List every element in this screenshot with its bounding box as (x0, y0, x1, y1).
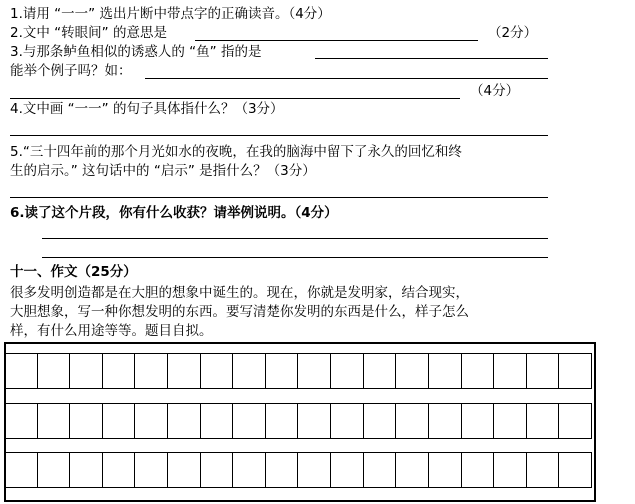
grid-cell[interactable] (69, 452, 102, 488)
grid-cell[interactable] (395, 403, 428, 439)
question-3-part-b: 能举个例子吗？如： (10, 63, 132, 79)
grid-cell[interactable] (558, 452, 592, 488)
question-4: 4.文中画 “一一” 的句子具体指什么？（3分） (10, 101, 284, 117)
grid-cell[interactable] (167, 452, 200, 488)
grid-cell[interactable] (461, 353, 494, 389)
answer-line-q5[interactable] (10, 197, 548, 198)
grid-cell[interactable] (297, 353, 330, 389)
grid-cell[interactable] (558, 403, 592, 439)
grid-cell[interactable] (330, 452, 363, 488)
grid-cell[interactable] (167, 403, 200, 439)
grid-cell[interactable] (558, 353, 592, 389)
grid-cell[interactable] (167, 353, 200, 389)
grid-cell[interactable] (297, 403, 330, 439)
grid-cell[interactable] (461, 452, 494, 488)
answer-line-q2[interactable] (195, 40, 478, 41)
grid-cell[interactable] (493, 353, 526, 389)
question-1: 1.请用 “一一” 选出片断中带点字的正确读音。（4分） (10, 6, 331, 22)
grid-cell[interactable] (395, 353, 428, 389)
question-2: 2.文中 “转眼间” 的意思是 (10, 25, 167, 41)
grid-cell[interactable] (461, 403, 494, 439)
section-title: 十一、作文（25分） (10, 264, 137, 280)
grid-cell[interactable] (232, 353, 265, 389)
grid-cell[interactable] (232, 452, 265, 488)
grid-cell[interactable] (102, 452, 135, 488)
answer-line-q3c[interactable] (10, 98, 460, 99)
grid-cell[interactable] (526, 452, 559, 488)
grid-cell[interactable] (69, 353, 102, 389)
composition-row[interactable] (4, 403, 592, 439)
composition-row[interactable] (4, 452, 592, 488)
question-5-part-b: 生的启示。” 这句话中的 “启示” 是指什么？（3分） (10, 163, 316, 179)
grid-cell[interactable] (526, 353, 559, 389)
grid-cell[interactable] (493, 452, 526, 488)
grid-cell[interactable] (200, 452, 233, 488)
question-6: 6.读了这个片段，你有什么收获？请举例说明。（4分） (10, 205, 338, 221)
answer-line-q3b[interactable] (145, 78, 548, 79)
question-3-part-a: 3.与那条鲈鱼相似的诱惑人的 “鱼” 指的是 (10, 44, 262, 60)
grid-cell[interactable] (265, 403, 298, 439)
grid-cell[interactable] (4, 403, 37, 439)
grid-cell[interactable] (428, 403, 461, 439)
answer-line-q4[interactable] (10, 135, 548, 136)
answer-line-q6b[interactable] (42, 257, 548, 258)
grid-cell[interactable] (363, 403, 396, 439)
grid-cell[interactable] (265, 452, 298, 488)
grid-cell[interactable] (330, 353, 363, 389)
question-2-score: （2分） (488, 25, 538, 41)
grid-cell[interactable] (428, 353, 461, 389)
grid-cell[interactable] (37, 452, 70, 488)
grid-cell[interactable] (37, 353, 70, 389)
grid-cell[interactable] (4, 452, 37, 488)
grid-cell[interactable] (4, 353, 37, 389)
grid-cell[interactable] (330, 403, 363, 439)
grid-cell[interactable] (200, 353, 233, 389)
grid-cell[interactable] (134, 452, 167, 488)
question-3-score: （4分） (470, 83, 520, 99)
composition-row[interactable] (4, 353, 592, 389)
grid-cell[interactable] (395, 452, 428, 488)
essay-prompt-line-3: 样，有什么用途等等。题目自拟。 (10, 323, 213, 339)
grid-cell[interactable] (102, 403, 135, 439)
grid-cell[interactable] (363, 353, 396, 389)
grid-cell[interactable] (232, 403, 265, 439)
grid-cell[interactable] (134, 403, 167, 439)
grid-cell[interactable] (265, 353, 298, 389)
essay-prompt-line-2: 大胆想象，写一种你想发明的东西。要写清楚你发明的东西是什么，样子怎么 (10, 304, 469, 320)
question-5-part-a: 5.“三十四年前的那个月光如水的夜晚，在我的脑海中留下了永久的回忆和终 (10, 144, 462, 160)
grid-cell[interactable] (200, 403, 233, 439)
grid-cell[interactable] (363, 452, 396, 488)
grid-cell[interactable] (297, 452, 330, 488)
essay-prompt-line-1: 很多发明创造都是在大胆的想象中诞生的。现在，你就是发明家，结合现实， (10, 285, 469, 301)
answer-line-q3a[interactable] (315, 58, 548, 59)
grid-cell[interactable] (428, 452, 461, 488)
answer-line-q6a[interactable] (42, 238, 548, 239)
grid-cell[interactable] (37, 403, 70, 439)
grid-cell[interactable] (134, 353, 167, 389)
grid-cell[interactable] (102, 353, 135, 389)
grid-cell[interactable] (493, 403, 526, 439)
grid-cell[interactable] (69, 403, 102, 439)
grid-cell[interactable] (526, 403, 559, 439)
